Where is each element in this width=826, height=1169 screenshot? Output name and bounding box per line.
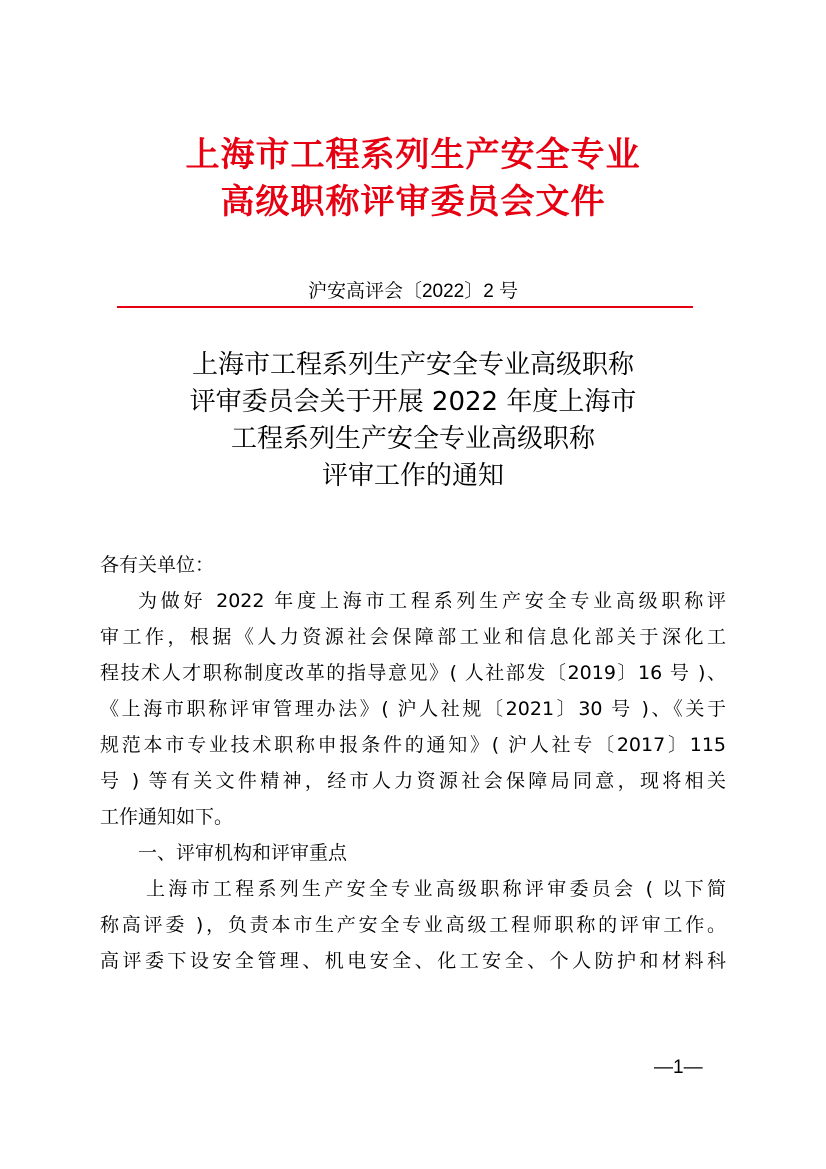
paragraph-2-line-1: 上海市工程系列生产安全专业高级职称评审委员会 ( 以下简 (146, 878, 726, 900)
title-line-3: 工程系列生产安全专业高级职称 (230, 424, 595, 454)
document-number: 沪安高评会〔2022〕2 号 (307, 281, 519, 302)
title-line-4: 评审工作的通知 (321, 461, 504, 491)
section-1-heading: 一、评审机构和评审重点 (138, 842, 348, 864)
paragraph-2-line-3: 高评委下设安全管理、机电安全、化工安全、个人防护和材料科 (100, 950, 726, 972)
title-line-1: 上海市工程系列生产安全专业高级职称 (191, 350, 634, 380)
masthead-line-2: 高级职称评审委员会文件 (220, 182, 606, 222)
document-title (0, 347, 826, 495)
paragraph-2-line-2: 称高评委 )，负责本市生产安全专业高级工程师职称的评审工作。 (100, 914, 726, 936)
document-body (100, 547, 726, 979)
salutation: 各有关单位： (100, 554, 215, 576)
paragraph-1-line-5: 规范本市专业技术职称申报条件的通知》( 沪人社专〔2017〕115 (100, 734, 726, 756)
title-line-2: 评审委员会关于开展 2022 年度上海市 (189, 387, 637, 417)
paragraph-1-line-2: 审工作，根据《人力资源社会保障部工业和信息化部关于深化工 (100, 626, 726, 648)
paragraph-1-line-1: 为做好 2022 年度上海市工程系列生产安全专业高级职称评 (138, 590, 726, 612)
masthead (0, 132, 826, 226)
paragraph-1-line-3: 程技术人才职称制度改革的指导意见》( 人社部发〔2019〕16 号 )、 (100, 662, 726, 684)
paragraph-1-line-4: 《上海市职称评审管理办法》( 沪人社规〔2021〕30 号 )、《关于 (100, 698, 726, 720)
paragraph-1-line-6: 号 ) 等有关文件精神，经市人力资源社会保障局同意，现将相关 (100, 770, 726, 792)
red-divider (117, 306, 693, 308)
paragraph-1-line-7: 工作通知如下。 (100, 806, 234, 828)
page-number: —1— (654, 1057, 703, 1078)
masthead-line-1: 上海市工程系列生产安全专业 (185, 135, 641, 175)
